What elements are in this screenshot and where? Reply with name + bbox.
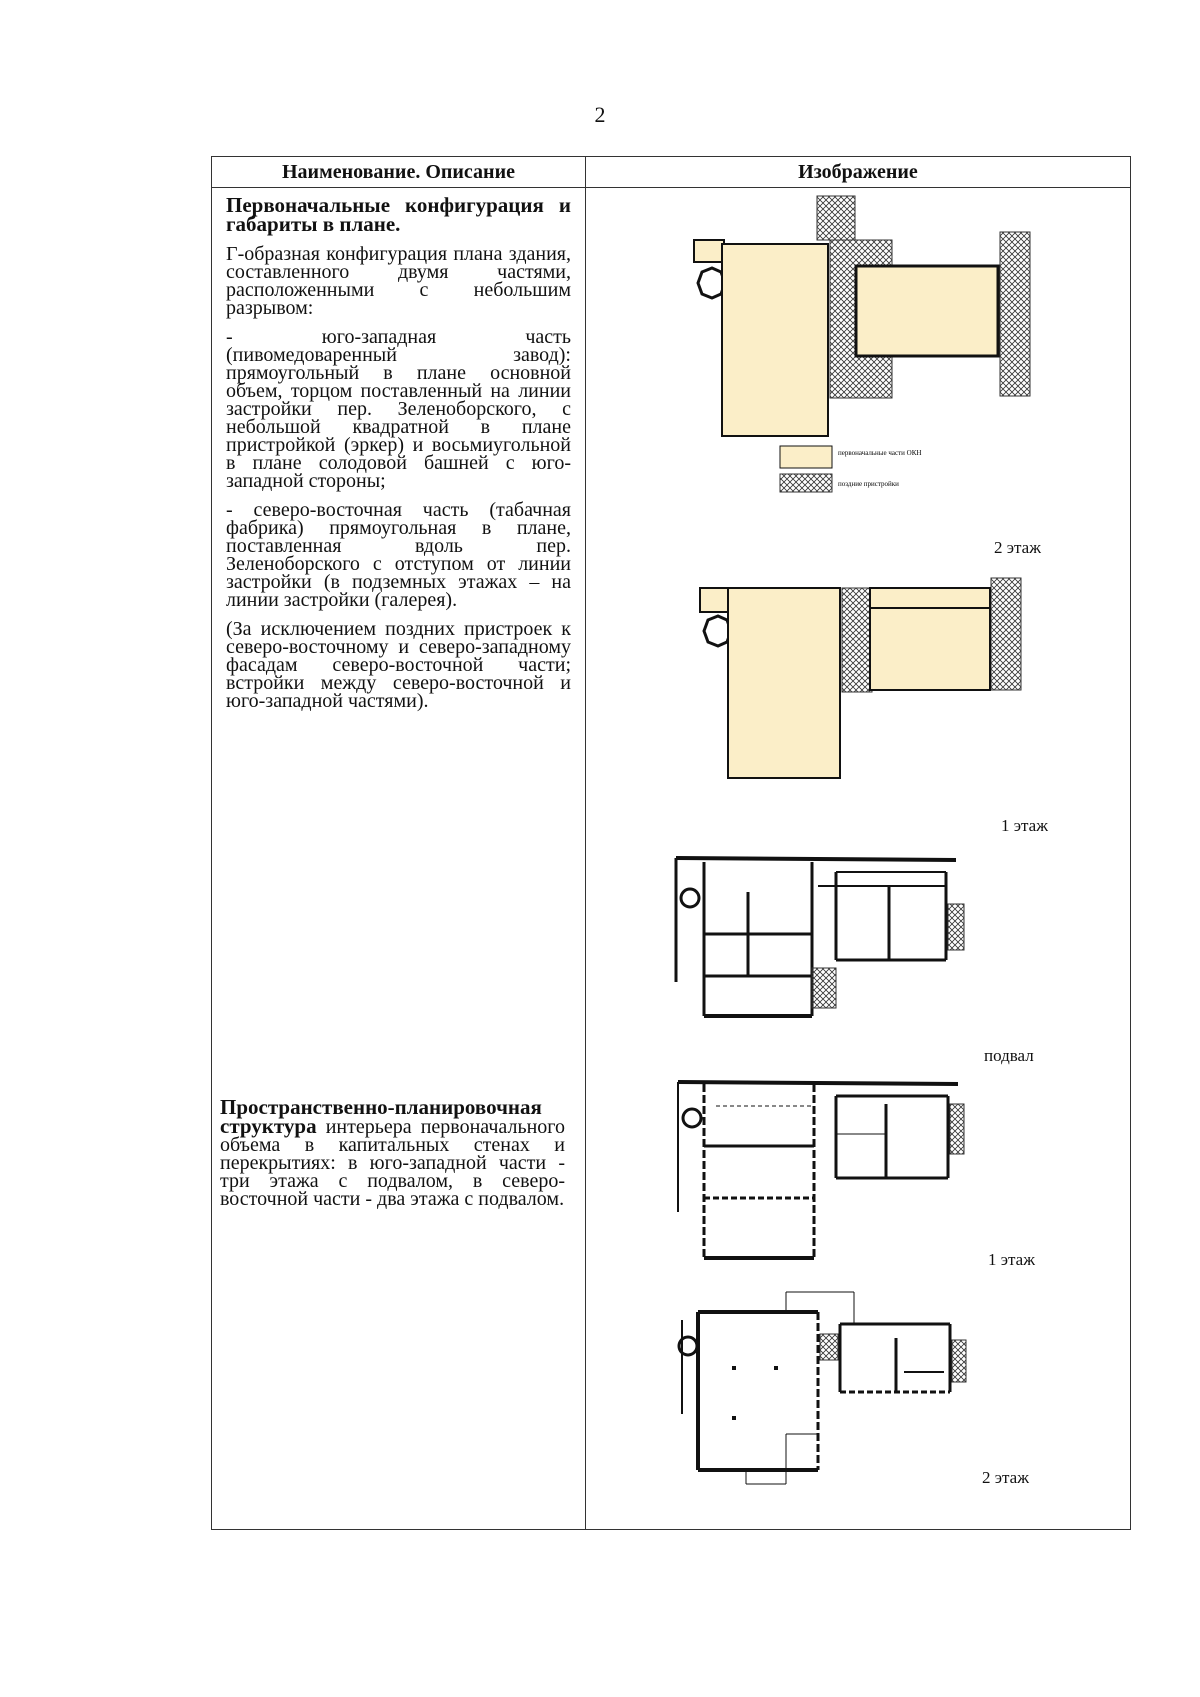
legend-later-label: поздние пристройки [838,480,899,488]
column [774,1366,778,1370]
description-cell [212,188,586,1530]
wall [676,858,956,860]
image-cell [586,188,1131,1530]
plan-configuration-1-floor [586,558,1133,778]
stair [820,1334,838,1360]
later-annex-between [842,588,872,692]
section-configuration [226,193,571,721]
header-image: Изображение [586,157,1131,188]
description-table [211,156,1131,1530]
caption-fig2: 1 этаж [1001,816,1048,835]
section2-heading: Пространственно-планировочная структура [220,1095,542,1138]
section1-paragraph-2: - юго-западная часть (пивомедоваренный завод): прямоугольный в плане основной объем, торцом поставленный на линии застройки пер. Зеленоборского, с небольшой квадратной в плане пристройкой (эркер) и восьмиугольной в плане солодовой башней с юго-западной стороны; [226,326,571,492]
section1-paragraph-3: - северо-восточная часть (табачная фабрика) прямоугольная в плане, поставленная вдоль пер. Зеленоборского с отступом от линии застройки (в подземных этажах – на линии застройки (галерея). [226,499,571,611]
caption-fig3: подвал [984,1046,1034,1065]
erker-annex [700,588,730,612]
stair [812,968,836,1008]
header-description: Наименование. Описание [212,157,586,188]
legend-original-label: первоначальные части ОКН [838,449,922,457]
southwest-part [728,588,840,778]
later-annex-top [817,196,855,240]
legend-original-swatch [780,446,832,468]
plan-2-floor [586,1284,1133,1494]
plan-basement [586,852,1133,1032]
stair [950,1104,964,1154]
later-annex-right [1000,232,1030,396]
caption-fig1: 2 этаж [994,538,1041,557]
caption-fig4: 1 этаж [988,1250,1035,1269]
erker-annex [694,240,724,262]
section2-text: интерьера первоначального объема в капитальных стенах и перекрытиях: в юго-западной части - три этажа с подвалом, в северо-восточной части - два этажа с подвалом. [220,1116,565,1210]
caption-fig5: 2 этаж [982,1468,1029,1487]
section1-paragraph-4: (За исключением поздних пристроек к северо-восточному и северо-западному фасадам северо-восточной части; встройки между северо-восточной и юго-западной частями). [226,618,571,712]
column [732,1366,736,1370]
southwest-part [722,244,828,436]
malt-tower [698,268,725,298]
plan-configuration-2-floor [586,188,1133,528]
malt-tower [704,616,731,646]
legend-later-swatch [780,474,832,492]
tower-circle [681,889,699,907]
northeast-part [870,588,990,690]
page-number: 2 [594,102,606,127]
wall [678,1082,958,1084]
plan-1-floor [586,1074,1133,1274]
section1-heading: Первоначальные конфигурация и габариты в плане. [226,193,571,236]
northeast-part [856,266,998,356]
column [732,1416,736,1420]
stair [948,904,964,950]
tower-circle [683,1109,701,1127]
later-annex-right [991,578,1021,690]
section1-paragraph-1: Г-образная конфигурация плана здания, составленного двумя частями, расположенными с небольшим разрывом: [226,243,571,319]
stair [952,1340,966,1382]
section-structure [220,1095,565,1210]
